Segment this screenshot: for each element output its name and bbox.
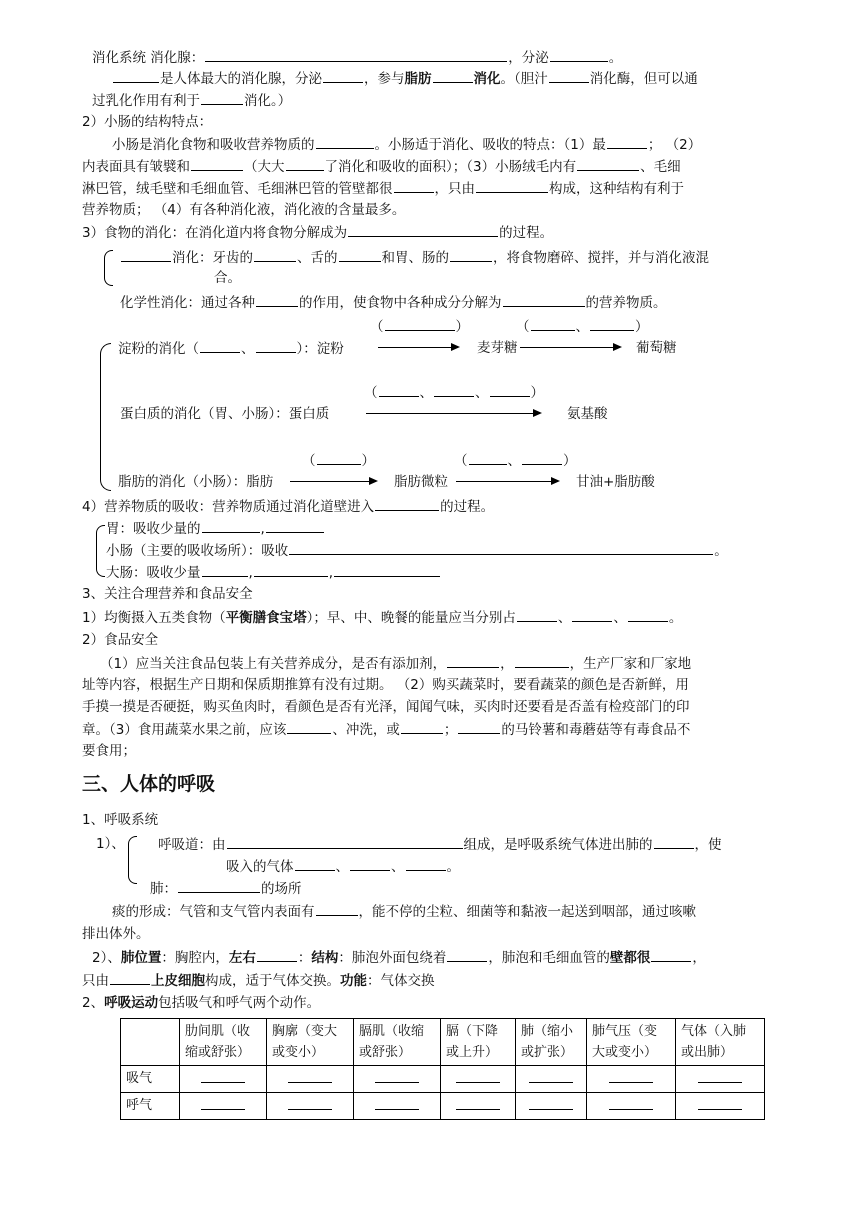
blank[interactable] (490, 382, 530, 397)
diet-line: 1）均衡摄入五类食物（平衡膳食宝塔）；早、中、晚餐的能量应当分别占 、 、 。 (82, 607, 682, 628)
brace (104, 250, 113, 286)
section-heading: 3）食物的消化：在消化道内将食物分解成为 的过程。 (82, 222, 553, 243)
brace (96, 525, 105, 577)
blank[interactable] (202, 562, 248, 577)
blank[interactable] (379, 382, 419, 397)
blank[interactable] (698, 1068, 742, 1083)
section-heading: 2、呼吸运动包括吸气和呼气两个动作。 (82, 995, 321, 1011)
blank[interactable] (651, 947, 691, 962)
section-heading: 3、关注合理营养和食品安全 (82, 586, 253, 602)
table-cell (587, 1093, 676, 1120)
bile-line: 过乳化作用有利于 消化。） (92, 90, 291, 111)
arrow (520, 347, 620, 348)
chemical-digestion-line: 化学性消化：通过各种 的作用，使食物中各种成分分解为 的营养物质。 (120, 292, 667, 313)
table-header: 肋间肌（收 缩或舒张） (180, 1019, 267, 1066)
enzyme-label: （ ） (302, 450, 375, 471)
fat-digestion-line: 脂肪的消化（小肠）：脂肪 (118, 474, 274, 490)
glucose-label: 葡萄糖 (636, 340, 677, 356)
text-line: 排出体外。 (82, 926, 150, 942)
enzyme-label: （ ） (370, 316, 469, 337)
blank[interactable] (121, 247, 171, 262)
text-line: 合。 (214, 270, 241, 286)
table-cell (676, 1066, 765, 1093)
enzyme-label: （ 、 ） (516, 316, 649, 337)
text-line: 手摸一摸是否硬挺，购买鱼肉时，看颜色是否有光泽，闻闻气味，买肉时还要看是否盖有检疫部门的印 (82, 699, 690, 715)
table-header: 膈肌（收缩 或舒张） (354, 1019, 441, 1066)
row-label: 吸气 (121, 1066, 180, 1093)
blank[interactable] (375, 1068, 419, 1083)
table-cell (516, 1093, 587, 1120)
absorption-stomach: 胃：吸收少量的 , (106, 518, 325, 539)
small-intestine-line: 小肠是消化食物和吸收营养物质的 。小肠适于消化、吸收的特点：（1）最 ； （2） (112, 134, 701, 155)
table-header: 胸廓（变大 或变小） (267, 1019, 354, 1066)
blank[interactable] (339, 247, 381, 262)
breathing-table (120, 1018, 765, 1120)
section-title: 三、人体的呼吸 (82, 773, 216, 795)
table-cell (267, 1066, 354, 1093)
table-cell (516, 1066, 587, 1093)
text-line: 要食用； (82, 743, 136, 759)
blank[interactable] (323, 68, 363, 83)
text-line: 址等内容，根据生产日期和保质期推算有没有过期。 （2）购买蔬菜时，要看蔬菜的颜色是否新鲜，用 (82, 677, 689, 693)
blank[interactable] (456, 1095, 500, 1110)
food-safety-line: 章。（3）食用蔬菜水果之前，应该 、冲洗，或 ； 的马铃薯和毒蘑菇等有毒食品不 (82, 719, 690, 740)
row-label: 呼气 (121, 1093, 180, 1120)
blank[interactable] (348, 222, 498, 237)
blank[interactable] (550, 47, 608, 62)
blank[interactable] (433, 68, 473, 83)
blank[interactable] (572, 607, 612, 622)
blank[interactable] (286, 156, 324, 171)
table-header: 肺（缩小 或扩张） (516, 1019, 587, 1066)
blank[interactable] (654, 834, 694, 849)
blank[interactable] (200, 338, 240, 353)
blank[interactable] (227, 834, 463, 849)
blank[interactable] (375, 496, 439, 511)
table-row (121, 1093, 765, 1120)
blank[interactable] (458, 719, 500, 734)
glycerol-label: 甘油+脂肪酸 (576, 474, 655, 490)
blank[interactable] (201, 90, 243, 105)
blank[interactable] (531, 316, 575, 331)
airway-line: 吸入的气体 、 、 。 (226, 856, 460, 877)
section-heading: 1、呼吸系统 (82, 812, 159, 828)
blank[interactable] (698, 1095, 742, 1110)
blank[interactable] (469, 450, 507, 465)
blank[interactable] (110, 970, 150, 985)
maltose-label: 麦芽糖 (477, 340, 518, 356)
airway-line: 呼吸道：由 组成，是呼吸系统气体进出肺的 ，使 (158, 834, 722, 855)
blank[interactable] (529, 1095, 573, 1110)
blank[interactable] (287, 719, 331, 734)
table-cell (180, 1093, 267, 1120)
digestive-system-line: 消化系统 消化腺： ，分泌 。 (92, 47, 622, 68)
blank[interactable] (394, 178, 434, 193)
table-cell (354, 1066, 441, 1093)
blank[interactable] (529, 1068, 573, 1083)
blank[interactable] (450, 247, 492, 262)
blank[interactable] (375, 1095, 419, 1110)
table-cell (441, 1066, 516, 1093)
blank[interactable] (334, 562, 440, 577)
blank[interactable] (385, 316, 455, 331)
blank[interactable] (434, 382, 474, 397)
blank[interactable] (178, 878, 260, 893)
brace (100, 343, 111, 491)
blank[interactable] (256, 338, 296, 353)
blank[interactable] (447, 653, 499, 668)
blank[interactable] (295, 856, 335, 871)
blank[interactable] (256, 292, 298, 307)
table-header: 膈（下降 或上升） (441, 1019, 516, 1066)
blank[interactable] (406, 856, 446, 871)
blank[interactable] (288, 1068, 332, 1083)
arrow (456, 481, 558, 482)
blank[interactable] (401, 719, 443, 734)
absorption-large-intestine: 大肠：吸收少量 , , (106, 562, 441, 583)
starch-digestion-line: 淀粉的消化（ 、 ）：淀粉 (118, 338, 344, 359)
section-heading: 4）营养物质的吸收：营养物质通过消化道壁进入 的过程。 (82, 496, 494, 517)
table-cell (676, 1093, 765, 1120)
table-cell (267, 1093, 354, 1120)
fat-droplet-label: 脂肪微粒 (394, 474, 448, 490)
text-line: 营养物质； （4）有各种消化液，消化液的含量最多。 (82, 202, 406, 218)
blank[interactable] (202, 518, 260, 533)
lung-line: 肺： 的场所 (150, 878, 302, 899)
table-cell (587, 1066, 676, 1093)
phlegm-line: 痰的形成：气管和支气管内表面有 ，能不停的尘粒、细菌等和黏液一起送到咽部，通过咳嗽 (112, 901, 696, 922)
blank[interactable] (522, 450, 562, 465)
lung-structure-line: 2）、肺位置：胸腔内，左右 ：结构：肺泡外面包绕着 ，肺泡和毛细血管的壁都很 ， (92, 947, 706, 968)
section-heading: 2）食品安全 (82, 632, 159, 648)
arrow (290, 481, 376, 482)
table-cell (354, 1093, 441, 1120)
blank[interactable] (607, 134, 647, 149)
blank[interactable] (266, 518, 324, 533)
arrow (378, 347, 458, 348)
blank[interactable] (201, 1095, 245, 1110)
table-row (121, 1066, 765, 1093)
enzyme-label: （ 、 ） (454, 450, 577, 471)
table-header: 肺气压（变 大或变小） (587, 1019, 676, 1066)
table-header: 气体（入肺 或出肺） (676, 1019, 765, 1066)
blank[interactable] (609, 1068, 653, 1083)
blank[interactable] (254, 562, 328, 577)
blank[interactable] (254, 247, 296, 262)
blank[interactable] (577, 156, 639, 171)
blank[interactable] (456, 1068, 500, 1083)
blank[interactable] (590, 316, 634, 331)
section-heading: 2）小肠的结构特点： (82, 114, 213, 130)
blank[interactable] (316, 901, 358, 916)
blank[interactable] (515, 653, 569, 668)
blank[interactable] (628, 607, 668, 622)
blank[interactable] (191, 156, 243, 171)
blank[interactable] (316, 134, 374, 149)
table-cell (441, 1093, 516, 1120)
blank[interactable] (288, 1095, 332, 1110)
blank[interactable] (517, 607, 557, 622)
blank[interactable] (205, 47, 507, 62)
physical-digestion-line: 消化：牙齿的 、舌的 和胃、肠的 ，将食物磨碎、搅拌，并与消化液混 (120, 247, 709, 268)
food-safety-line: （1）应当关注食品包装上有关营养成分，是否有添加剂， ， ，生产厂家和厂家地 (100, 653, 691, 674)
protein-digestion-line: 蛋白质的消化（胃、小肠）：蛋白质 (120, 406, 330, 422)
blank[interactable] (289, 540, 713, 555)
blank[interactable] (549, 68, 589, 83)
enzyme-label: （ 、 、 ） (364, 382, 544, 403)
blank[interactable] (257, 947, 297, 962)
table-corner (121, 1019, 180, 1066)
blank[interactable] (201, 1068, 245, 1083)
blank[interactable] (317, 450, 361, 465)
blank[interactable] (609, 1095, 653, 1110)
blank[interactable] (476, 178, 548, 193)
table-header-row (121, 1019, 765, 1066)
lung-structure-line: 只由 上皮细胞构成，适于气体交换。功能：气体交换 (82, 970, 435, 991)
blank[interactable] (350, 856, 390, 871)
item-number: 1）、 (96, 836, 125, 852)
blank[interactable] (113, 68, 159, 83)
small-intestine-line: 内表面具有皱襞和 （大大 了消化和吸收的面积）；（3）小肠绒毛内有 、毛细 (82, 156, 681, 177)
small-intestine-line: 淋巴管，绒毛壁和毛细血管、毛细淋巴管的管壁都很 ，只由 构成，这种结构有利于 (82, 178, 684, 199)
blank[interactable] (503, 292, 585, 307)
brace (128, 836, 137, 884)
blank[interactable] (447, 947, 487, 962)
amino-acid-label: 氨基酸 (567, 406, 608, 422)
liver-line: 是人体最大的消化腺，分泌 ，参与脂肪 消化。（胆汁 消化酶，但可以通 (112, 68, 698, 89)
arrow (366, 413, 540, 414)
table-cell (180, 1066, 267, 1093)
absorption-small-intestine: 小肠（主要的吸收场所）：吸收 。 (106, 540, 728, 561)
